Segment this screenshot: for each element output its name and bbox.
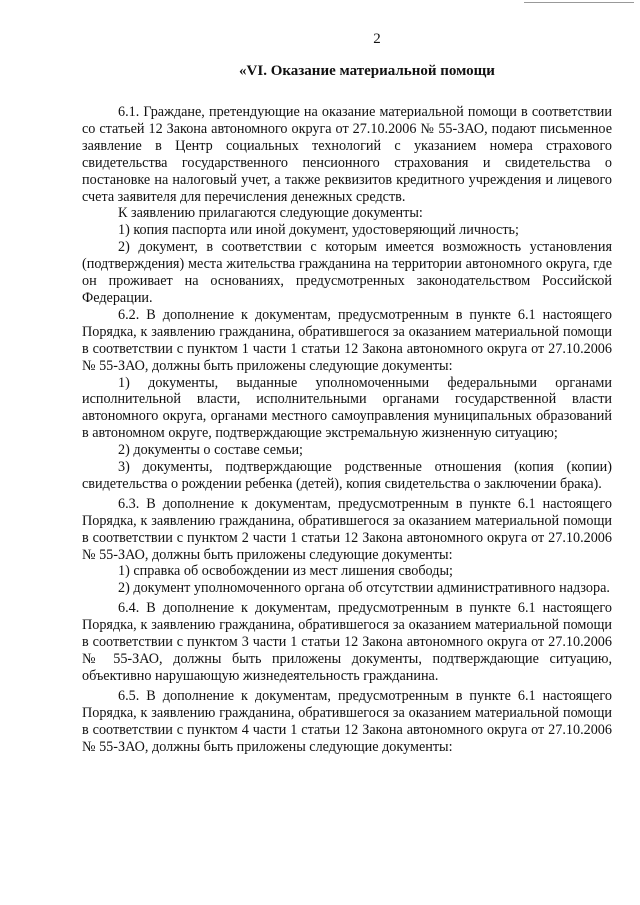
scan-edge-mark <box>524 2 634 9</box>
paragraph-6-3: 6.3. В дополнение к документам, предусмотренным в пункте 6.1 настоящего Порядка, к заявлению гражданина, обратившегося за оказанием материальной помощи в соответствии с пунктом 2 части 1 статьи 12 Закона автономного округа от 27.10.2006 № 55-ЗАО, должны быть приложены следующие документы: <box>82 495 612 563</box>
list-item: 2) документы о составе семьи; <box>118 442 303 459</box>
section-title: «VI. Оказание материальной помощи <box>239 63 495 79</box>
paragraph-6-1: 6.1. Граждане, претендующие на оказание материальной помощи в соответствии со статьей 12 Закона автономного округа от 27.10.2006 № 55-ЗАО, подают письменное заявление в Центр социальных технологий с указанием номера страхового свидетельства государственного пенсионного страхования и свидетельства о постановке на налоговый учет, а также реквизитов кредитного учреждения и лицевого счета заявителя для перечисления денежных средств. <box>82 104 612 205</box>
list-item: 3) документы, подтверждающие родственные отношения (копия (копии) свидетельства о рождении ребенка (детей), копия свидетельства о заключении брака). <box>82 459 612 492</box>
document-page <box>82 30 612 755</box>
paragraph-6-5: 6.5. В дополнение к документам, предусмотренным в пункте 6.1 настоящего Порядка, к заявлению гражданина, обратившегося за оказанием материальной помощи в соответствии с пунктом 4 части 1 статьи 12 Закона автономного округа от 27.10.2006 № 55-ЗАО, должны быть приложены следующие документы: <box>82 687 612 755</box>
document-body <box>82 104 612 755</box>
list-item: 1) документы, выданные уполномоченными федеральными органами исполнительной власти, исполнительными органами государственной власти автономного округа, органами местного самоуправления муниципальных образований в автономном округе, подтверждающие экстремальную жизненную ситуацию; <box>82 374 612 442</box>
list-item: 1) копия паспорта или иной документ, удостоверяющий личность; <box>118 222 519 239</box>
list-item: 1) справка об освобождении из мест лишения свободы; <box>118 563 453 580</box>
paragraph-6-2: 6.2. В дополнение к документам, предусмотренным в пункте 6.1 настоящего Порядка, к заявлению гражданина, обратившегося за оказанием материальной помощи в соответствии с пунктом 1 части 1 статьи 12 Закона автономного округа от 27.10.2006 № 55-ЗАО, должны быть приложены следующие документы: <box>82 306 612 374</box>
page-number: 2 <box>373 31 381 47</box>
list-item: 2) документ уполномоченного органа об отсутствии административного надзора. <box>118 580 610 597</box>
paragraph-6-4: 6.4. В дополнение к документам, предусмотренным в пункте 6.1 настоящего Порядка, к заявлению гражданина, обратившегося за оказанием материальной помощи в соответствии с пунктом 3 части 1 статьи 12 Закона автономного округа от 27.10.2006 № 55-ЗАО, должны быть приложены документы, подтверждающие ситуацию, объективно нарушающую жизнедеятельность гражданина. <box>82 600 612 684</box>
paragraph-attachments-intro: К заявлению прилагаются следующие документы: <box>118 205 423 222</box>
list-item: 2) документ, в соответствии с которым имеется возможность установления (подтверждения) места жительства гражданина на территории автономного округа, где он проживает на основаниях, предусмотренных законодательством Российской Федерации. <box>82 239 612 306</box>
